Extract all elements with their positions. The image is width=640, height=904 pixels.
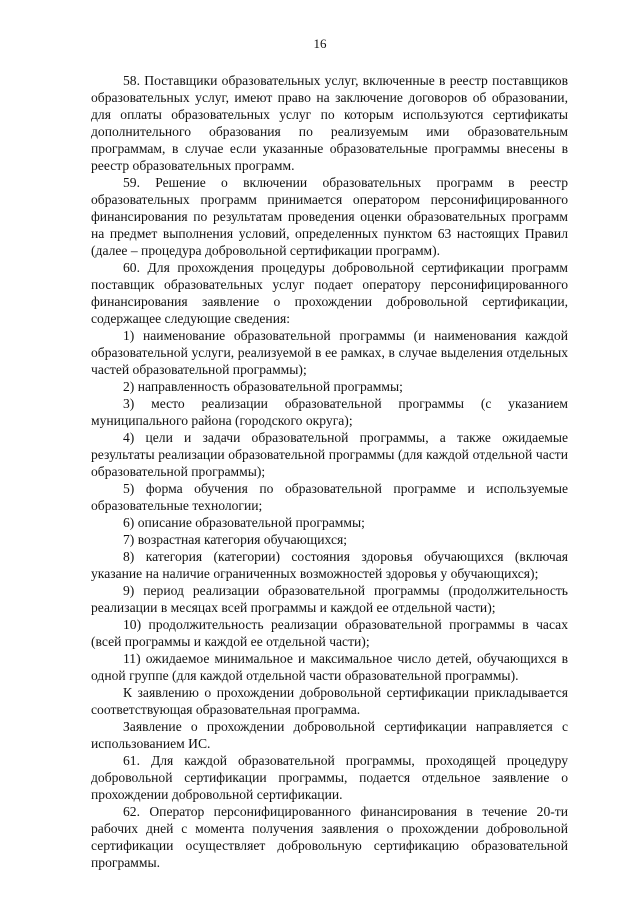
- page-number: 16: [313, 36, 327, 51]
- list-item-3: 3) место реализации образовательной программы (с указанием муниципального района (городского округа);: [91, 396, 568, 428]
- paragraph-62: 62. Оператор персонифицированного финансирования в течение 20-ти рабочих дней с момента получения заявления о прохождении добровольной сертификации осуществляет добровольную сертификацию образовательной программы.: [91, 804, 568, 870]
- list-item-4: 4) цели и задачи образовательной программы, а также ожидаемые результаты реализации образовательной программы (для каждой отдельной части образовательной программы);: [91, 430, 568, 479]
- list-item-10: 10) продолжительность реализации образовательной программы в часах (всей программы и каждой ее отдельной части);: [91, 617, 568, 649]
- attachment-note: К заявлению о прохождении добровольной сертификации прикладывается соответствующая образовательная программа.: [91, 685, 568, 717]
- list-item-7: 7) возрастная категория обучающихся;: [123, 532, 348, 547]
- list-item-1: 1) наименование образовательной программы (и наименования каждой образовательной услуги, реализуемой в ее рамках, в случае выделения отдельных частей образовательной программы);: [91, 328, 568, 377]
- list-item-11: 11) ожидаемое минимальное и максимальное число детей, обучающихся в одной группе (для каждой отдельной части образовательной программы).: [91, 651, 568, 683]
- paragraph-58: 58. Поставщики образовательных услуг, включенные в реестр поставщиков образовательных услуг, имеют право на заключение договоров об образовании, для оплаты образовательных услуг по которым используются сертификаты дополнительного образования по реализуемым ими образовательным программам, в случае если указанные образовательные программы внесены в реестр образовательных программ.: [91, 73, 568, 173]
- document-body: [91, 72, 568, 871]
- list-item-9: 9) период реализации образовательной программы (продолжительность реализации в месяцах всей программы и каждой ее отдельной части);: [91, 583, 568, 615]
- paragraph-60: 60. Для прохождения процедуры добровольной сертификации программ поставщик образовательных услуг подает оператору персонифицированного финансирования заявление о прохождении добровольной сертификации, содержащее следующие сведения:: [91, 260, 568, 326]
- list-item-5: 5) форма обучения по образовательной программе и используемые образовательные технологии;: [91, 481, 568, 513]
- list-item-6: 6) описание образовательной программы;: [123, 515, 365, 530]
- list-item-2: 2) направленность образовательной программы;: [123, 379, 403, 394]
- paragraph-59: 59. Решение о включении образовательных программ в реестр образовательных программ принимается оператором персонифицированного финансирования по результатам проведения оценки образовательных программ на предмет выполнения условий, определенных пунктом 63 настоящих Правил (далее – процедура добровольной сертификации программ).: [91, 175, 568, 258]
- list-item-8: 8) категория (категории) состояния здоровья обучающихся (включая указание на наличие ограниченных возможностей здоровья у обучающихся);: [91, 549, 568, 581]
- submission-note: Заявление о прохождении добровольной сертификации направляется с использованием ИС.: [91, 719, 568, 751]
- paragraph-61: 61. Для каждой образовательной программы, проходящей процедуру добровольной сертификации программы, подается отдельное заявление о прохождении добровольной сертификации.: [91, 753, 568, 802]
